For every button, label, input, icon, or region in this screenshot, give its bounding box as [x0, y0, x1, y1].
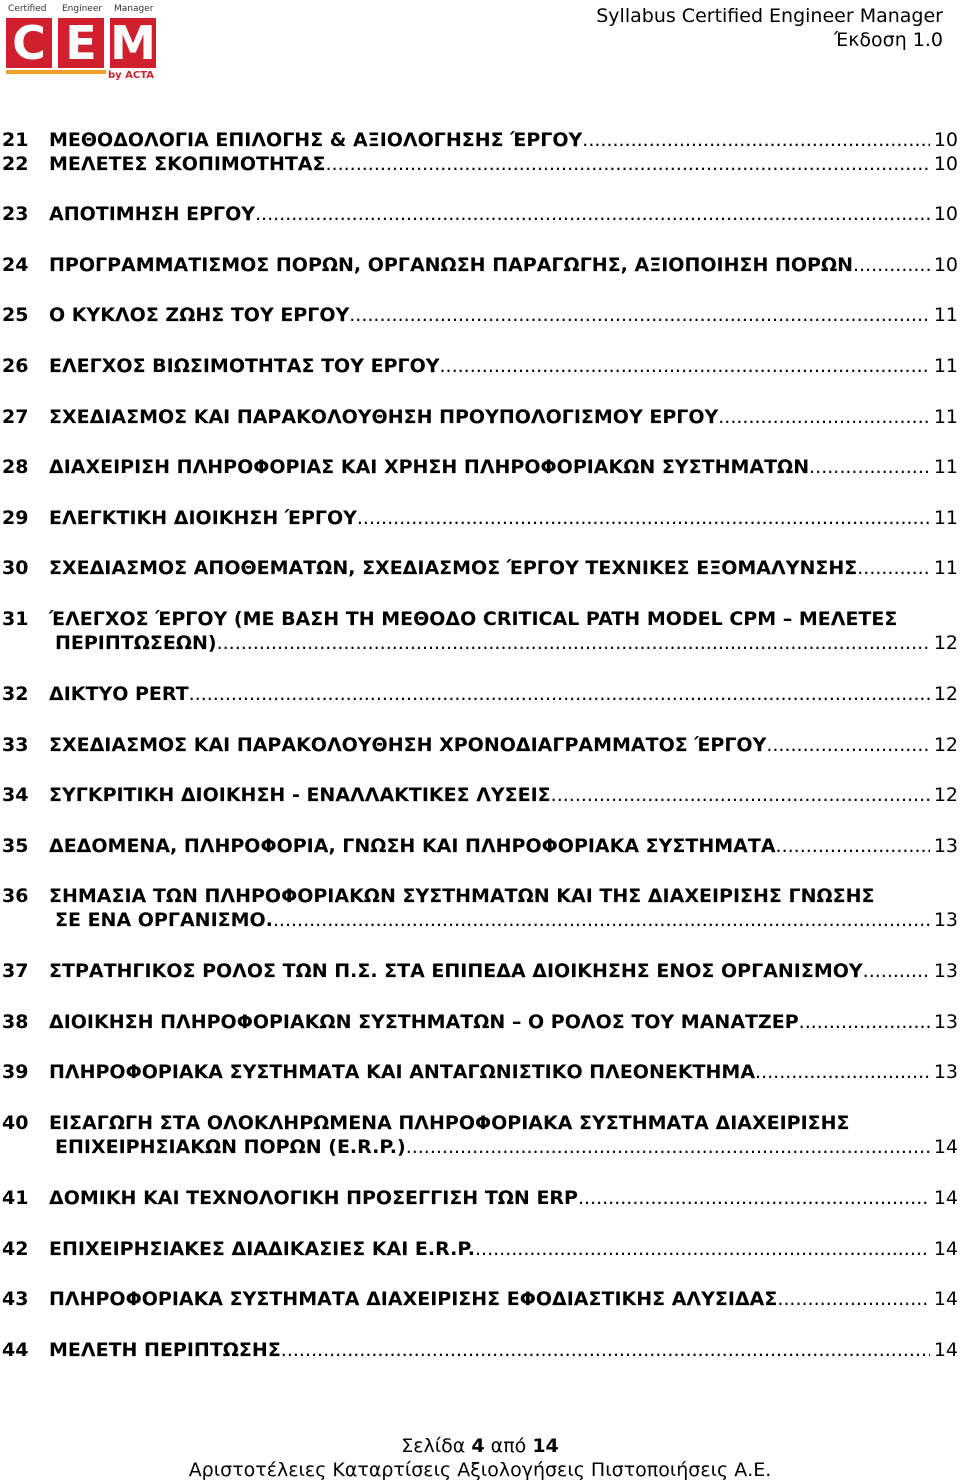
toc-entry-page: 11	[933, 557, 958, 579]
toc-entry-page: 10	[933, 129, 958, 151]
toc-dot-leader	[809, 455, 930, 479]
toc-entry-page: 11	[933, 304, 958, 326]
toc-entry-number: 39	[2, 1061, 29, 1083]
toc-entry-title: ΔΙΚΤΥΟ PERT	[49, 683, 189, 705]
toc-entry-number: 42	[2, 1238, 29, 1260]
toc-entry-title: ΣΗΜΑΣΙΑ ΤΩΝ ΠΛΗΡΟΦΟΡΙΑΚΩΝ ΣΥΣΤΗΜΑΤΩΝ ΚΑΙ ΤΗΣ ΔΙΑΧΕΙΡΙΣΗΣ ΓΝΩΣΗΣ	[49, 885, 875, 907]
toc-dot-leader	[440, 354, 930, 378]
toc-entry[interactable]	[0, 354, 960, 378]
page-current: 4	[471, 1435, 485, 1457]
toc-dot-leader	[217, 631, 930, 655]
toc-dot-leader	[755, 1060, 930, 1084]
toc-dot-leader	[777, 1287, 930, 1311]
toc-dot-leader	[863, 959, 930, 983]
toc-entry-number: 33	[2, 734, 29, 756]
toc-entry[interactable]	[0, 1111, 960, 1159]
toc-entry[interactable]	[0, 959, 960, 983]
logo-by-acta: by ACTA	[108, 70, 155, 81]
toc-entry[interactable]	[0, 152, 960, 176]
toc-entry-page: 14	[933, 1136, 958, 1158]
document-title: Syllabus Certified Engineer Manager	[596, 5, 943, 27]
toc-entry-number: 27	[2, 406, 29, 428]
logo-letter-m: M	[110, 16, 156, 70]
toc-entry-title: ΜΕΛΕΤΗ ΠΕΡΙΠΤΩΣΗΣ	[49, 1339, 281, 1361]
toc-entry[interactable]	[0, 506, 960, 530]
toc-entry-title: ΕΛΕΓΧΟΣ ΒΙΩΣΙΜΟΤΗΤΑΣ ΤΟΥ ΕΡΓΟΥ	[49, 355, 440, 377]
logo-label-manager: Manager	[114, 4, 154, 14]
toc-dot-leader	[349, 303, 930, 327]
toc-entry-number: 30	[2, 557, 29, 579]
toc-entry[interactable]	[0, 405, 960, 429]
toc-entry-page: 11	[933, 456, 958, 478]
toc-entry-number: 22	[2, 153, 29, 175]
toc-entry-number: 41	[2, 1187, 29, 1209]
toc-entry-page: 13	[933, 960, 958, 982]
toc-entry-number: 23	[2, 203, 29, 225]
toc-entry-page: 14	[933, 1288, 958, 1310]
toc-entry-title: ΈΛΕΓΧΟΣ ΈΡΓΟΥ (ΜΕ ΒΑΣΗ ΤΗ ΜΕΘΟΔΟ CRITICAL PATH MODEL CPM – ΜΕΛΕΤΕΣ	[49, 608, 898, 630]
toc-entry[interactable]	[0, 253, 960, 277]
toc-entry-page: 11	[933, 406, 958, 428]
toc-entry-page: 13	[933, 1061, 958, 1083]
toc-entry-number: 43	[2, 1288, 29, 1310]
toc-entry[interactable]	[0, 1060, 960, 1084]
page-total: 14	[532, 1435, 559, 1457]
toc-entry-page: 14	[933, 1339, 958, 1361]
toc-entry-title-continued: ΕΠΙΧΕΙΡΗΣΙΑΚΩΝ ΠΟΡΩΝ (E.R.P.)	[55, 1136, 406, 1158]
footer-organization: Αριστοτέλειες Καταρτίσεις Αξιολογήσεις Πιστοποιήσεις Α.Ε.	[188, 1459, 772, 1481]
logo-letter-c: C	[6, 18, 52, 68]
toc-entry-title: ΜΕΛΕΤΕΣ ΣΚΟΠΙΜΟΤΗΤΑΣ	[49, 153, 326, 175]
toc-entry-title: ΕΛΕΓΚΤΙΚΗ ΔΙΟΙΚΗΣΗ ΈΡΓΟΥ	[49, 507, 357, 529]
toc-dot-leader	[551, 783, 930, 807]
toc-dot-leader	[799, 1010, 930, 1034]
toc-entry[interactable]	[0, 783, 960, 807]
toc-entry-title-continued: ΠΕΡΙΠΤΩΣΕΩΝ)	[55, 632, 217, 654]
toc-dot-leader	[582, 128, 930, 152]
toc-dot-leader	[189, 682, 930, 706]
toc-entry[interactable]	[0, 834, 960, 858]
toc-dot-leader	[776, 834, 930, 858]
toc-entry-number: 24	[2, 254, 29, 276]
toc-entry-number: 31	[2, 608, 29, 630]
toc-dot-leader	[475, 1237, 930, 1261]
toc-entry-page: 14	[933, 1238, 958, 1260]
toc-entry[interactable]	[0, 1338, 960, 1362]
toc-dot-leader	[766, 733, 930, 757]
toc-dot-leader	[853, 253, 930, 277]
page-of: από	[490, 1435, 527, 1457]
toc-entry-title: ΕΙΣΑΓΩΓΗ ΣΤΑ ΟΛΟΚΛΗΡΩΜΕΝΑ ΠΛΗΡΟΦΟΡΙΑΚΑ ΣΥΣΤΗΜΑΤΑ ΔΙΑΧΕΙΡΙΣΗΣ	[49, 1112, 850, 1134]
toc-entry-number: 28	[2, 456, 29, 478]
toc-entry-title: ΜΕΘΟΔΟΛΟΓΙΑ ΕΠΙΛΟΓΗΣ & ΑΞΙΟΛΟΓΗΣΗΣ ΈΡΓΟΥ	[49, 129, 583, 151]
toc-dot-leader	[326, 152, 931, 176]
toc-dot-leader	[578, 1186, 930, 1210]
toc-entry-title: ΠΛΗΡΟΦΟΡΙΑΚΑ ΣΥΣΤΗΜΑΤΑ ΚΑΙ ΑΝΤΑΓΩΝΙΣΤΙΚΟ ΠΛΕΟΝΕΚΤΗΜΑ	[49, 1061, 756, 1083]
toc-dot-leader	[281, 1338, 930, 1362]
toc-entry[interactable]	[0, 1010, 960, 1034]
toc-entry-page: 13	[933, 835, 958, 857]
toc-entry-page: 10	[933, 254, 958, 276]
toc-entry-page: 12	[933, 734, 958, 756]
toc-entry-title: Ο ΚΥΚΛΟΣ ΖΩΗΣ ΤΟΥ ΕΡΓΟΥ	[49, 304, 350, 326]
toc-entry-title: ΣΤΡΑΤΗΓΙΚΟΣ ΡΟΛΟΣ ΤΩΝ Π.Σ. ΣΤΑ ΕΠΙΠΕΔΑ ΔΙΟΙΚΗΣΗΣ ΕΝΟΣ ΟΡΓΑΝΙΣΜΟΥ	[49, 960, 863, 982]
toc-dot-leader	[273, 908, 930, 932]
toc-entry-number: 21	[2, 129, 29, 151]
toc-entry-title: ΠΡΟΓΡΑΜΜΑΤΙΣΜΟΣ ΠΟΡΩΝ, ΟΡΓΑΝΩΣΗ ΠΑΡΑΓΩΓΗΣ, ΑΞΙΟΠΟΙΗΣΗ ΠΟΡΩΝ	[49, 254, 853, 276]
toc-entry-number: 26	[2, 355, 29, 377]
toc-entry-title: ΑΠΟΤΙΜΗΣΗ ΕΡΓΟΥ	[49, 203, 256, 225]
toc-entry-page: 12	[933, 784, 958, 806]
toc-entry-title: ΣΧΕΔΙΑΣΜΟΣ ΚΑΙ ΠΑΡΑΚΟΛΟΥΘΗΣΗ ΠΡΟΥΠΟΛΟΓΙΣΜΟΥ ΕΡΓΟΥ	[49, 406, 719, 428]
toc-dot-leader	[406, 1135, 930, 1159]
toc-entry[interactable]	[0, 202, 960, 226]
toc-entry[interactable]	[0, 682, 960, 706]
toc-entry-number: 44	[2, 1339, 29, 1361]
toc-entry-title: ΣΧΕΔΙΑΣΜΟΣ ΑΠΟΘΕΜΑΤΩΝ, ΣΧΕΔΙΑΣΜΟΣ ΈΡΓΟΥ ΤΕΧΝΙΚΕΣ ΕΞΟΜΑΛΥΝΣΗΣ	[49, 557, 858, 579]
logo-label-certified: Certified	[8, 4, 47, 14]
toc-entry-number: 40	[2, 1112, 29, 1134]
logo-letter-e: E	[58, 18, 104, 68]
toc-entry[interactable]	[0, 455, 960, 479]
toc-entry-page: 13	[933, 909, 958, 931]
toc-entry-number: 34	[2, 784, 29, 806]
toc-entry-number: 35	[2, 835, 29, 857]
toc-entry-title: ΔΟΜΙΚΗ ΚΑΙ ΤΕΧΝΟΛΟΓΙΚΗ ΠΡΟΣΕΓΓΙΣΗ ΤΩΝ ERP	[49, 1187, 578, 1209]
toc-entry-title-continued: ΣΕ ΕΝΑ ΟΡΓΑΝΙΣΜΟ.	[55, 909, 273, 931]
toc-entry-title: ΔΙΑΧΕΙΡΙΣΗ ΠΛΗΡΟΦΟΡΙΑΣ ΚΑΙ ΧΡΗΣΗ ΠΛΗΡΟΦΟΡΙΑΚΩΝ ΣΥΣΤΗΜΑΤΩΝ	[49, 456, 810, 478]
toc-entry-number: 25	[2, 304, 29, 326]
toc-entry-title: ΔΙΟΙΚΗΣΗ ΠΛΗΡΟΦΟΡΙΑΚΩΝ ΣΥΣΤΗΜΑΤΩΝ – Ο ΡΟΛΟΣ ΤΟΥ ΜΑΝΑΤΖΕΡ	[49, 1011, 799, 1033]
toc-entry-page: 10	[933, 203, 958, 225]
toc-entry[interactable]	[0, 607, 960, 655]
cem-logo	[6, 4, 158, 82]
toc-entry-number: 36	[2, 885, 29, 907]
toc-entry-number: 37	[2, 960, 29, 982]
toc-entry[interactable]	[0, 1237, 960, 1261]
toc-entry[interactable]	[0, 884, 960, 932]
toc-dot-leader	[718, 405, 930, 429]
document-version: Έκδοση 1.0	[834, 29, 943, 51]
toc-entry-page: 13	[933, 1011, 958, 1033]
page-number	[0, 1434, 960, 1458]
toc-entry[interactable]	[0, 733, 960, 757]
toc-entry-page: 11	[933, 507, 958, 529]
toc-entry-page: 14	[933, 1187, 958, 1209]
toc-entry[interactable]	[0, 1186, 960, 1210]
document-header	[596, 4, 943, 52]
toc-entry-title: ΣΧΕΔΙΑΣΜΟΣ ΚΑΙ ΠΑΡΑΚΟΛΟΥΘΗΣΗ ΧΡΟΝΟΔΙΑΓΡΑΜΜΑΤΟΣ ΈΡΓΟΥ	[49, 734, 767, 756]
logo-underline	[6, 70, 106, 74]
toc-entry-number: 38	[2, 1011, 29, 1033]
toc-entry[interactable]	[0, 556, 960, 580]
toc-entry-title: ΕΠΙΧΕΙΡΗΣΙΑΚΕΣ ΔΙΑΔΙΚΑΣΙΕΣ ΚΑΙ E.R.P.	[49, 1238, 475, 1260]
toc-entry-title: ΣΥΓΚΡΙΤΙΚΗ ΔΙΟΙΚΗΣΗ - ΕΝΑΛΛΑΚΤΙΚΕΣ ΛΥΣΕΙΣ	[49, 784, 551, 806]
toc-entry[interactable]	[0, 128, 960, 152]
toc-entry-title: ΔΕΔΟΜΕΝΑ, ΠΛΗΡΟΦΟΡΙΑ, ΓΝΩΣΗ ΚΑΙ ΠΛΗΡΟΦΟΡΙΑΚΑ ΣΥΣΤΗΜΑΤΑ	[49, 835, 776, 857]
toc-entry[interactable]	[0, 303, 960, 327]
toc-entry-number: 32	[2, 683, 29, 705]
page-prefix: Σελίδα	[401, 1435, 466, 1457]
toc-entry-page: 12	[933, 632, 958, 654]
toc-entry-page: 10	[933, 153, 958, 175]
toc-entry-number: 29	[2, 507, 29, 529]
toc-dot-leader	[857, 556, 930, 580]
logo-label-engineer: Engineer	[62, 4, 103, 14]
toc-entry[interactable]	[0, 1287, 960, 1311]
toc-entry-page: 12	[933, 683, 958, 705]
toc-entry-title: ΠΛΗΡΟΦΟΡΙΑΚΑ ΣΥΣΤΗΜΑΤΑ ΔΙΑΧΕΙΡΙΣΗΣ ΕΦΟΔΙΑΣΤΙΚΗΣ ΑΛΥΣΙΔΑΣ	[49, 1288, 778, 1310]
toc-entry-page: 11	[933, 355, 958, 377]
toc-dot-leader	[255, 202, 930, 226]
toc-dot-leader	[357, 506, 930, 530]
